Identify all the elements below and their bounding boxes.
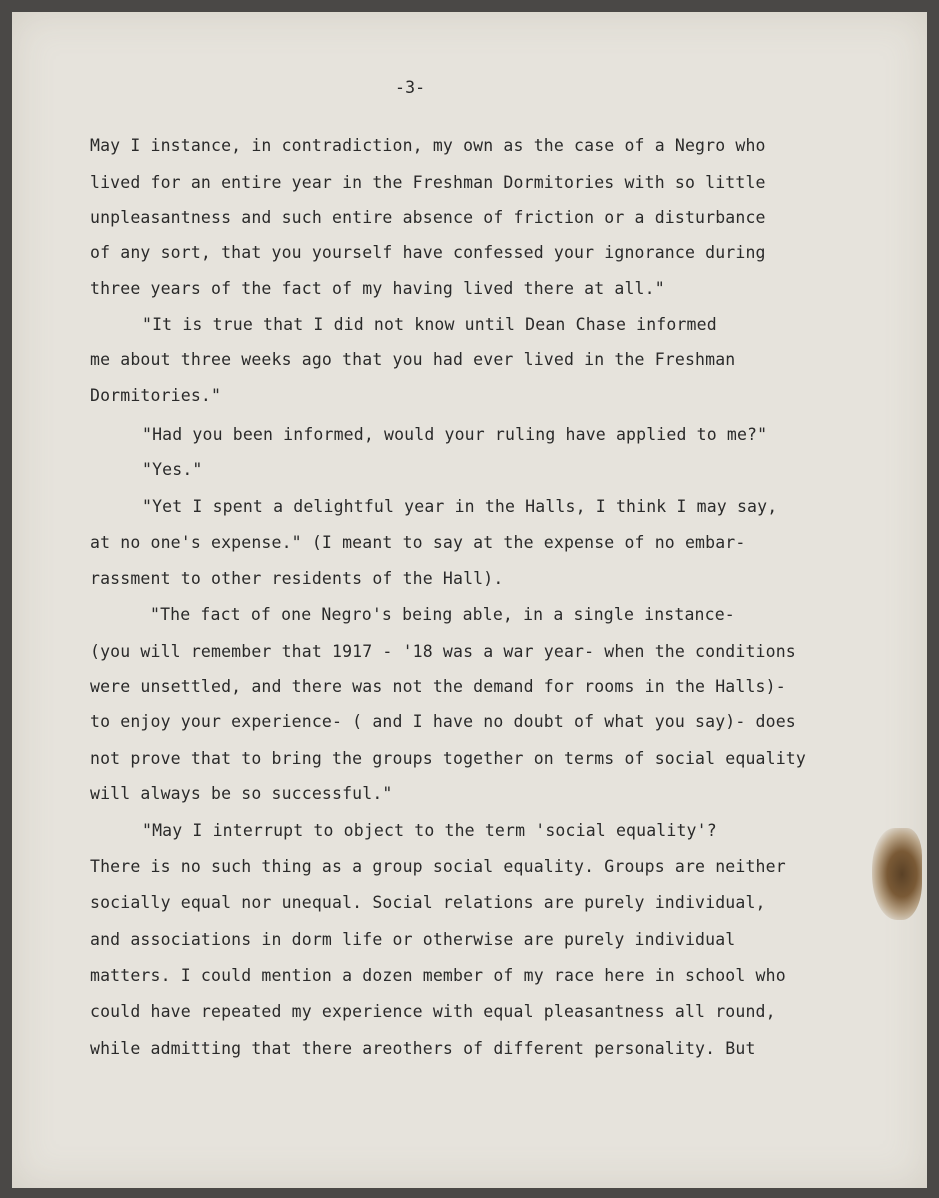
text-line: unpleasantness and such entire absence of friction or a disturbance (90, 208, 766, 227)
text-line: three years of the fact of my having lived there at all." (90, 279, 665, 298)
text-line: me about three weeks ago that you had ever lived in the Freshman (90, 350, 736, 369)
text-line: at no one's expense." (I meant to say at the expense of no embar- (90, 533, 746, 552)
text-line: "Had you been informed, would your ruling have applied to me?" (142, 425, 768, 444)
text-line: not prove that to bring the groups together on terms of social equality (90, 749, 806, 768)
text-line: while admitting that there areothers of different personality. But (90, 1039, 756, 1058)
text-line: There is no such thing as a group social equality. Groups are neither (90, 857, 786, 876)
text-line: to enjoy your experience- ( and I have no doubt of what you say)- does (90, 712, 796, 731)
text-line: "Yet I spent a delightful year in the Halls, I think I may say, (142, 497, 778, 516)
text-line: will always be so successful." (90, 784, 393, 803)
text-line: "It is true that I did not know until Dean Chase informed (142, 315, 717, 334)
text-line: of any sort, that you yourself have confessed your ignorance during (90, 243, 766, 262)
text-line: "Yes." (142, 460, 203, 479)
water-stain (872, 828, 922, 920)
page-number: -3- (395, 78, 426, 97)
text-line: were unsettled, and there was not the demand for rooms in the Halls)- (90, 677, 786, 696)
text-line: Dormitories." (90, 386, 222, 405)
text-line: "The fact of one Negro's being able, in a single instance- (150, 605, 735, 624)
text-line: matters. I could mention a dozen member of my race here in school who (90, 966, 786, 985)
text-line: "May I interrupt to object to the term 'social equality'? (142, 821, 717, 840)
text-line: (you will remember that 1917 - '18 was a war year- when the conditions (90, 642, 796, 661)
text-line: lived for an entire year in the Freshman Dormitories with so little (90, 173, 766, 192)
text-line: rassment to other residents of the Hall). (90, 569, 504, 588)
text-line: and associations in dorm life or otherwise are purely individual (90, 930, 736, 949)
text-line: May I instance, in contradiction, my own as the case of a Negro who (90, 136, 766, 155)
text-line: could have repeated my experience with equal pleasantness all round, (90, 1002, 776, 1021)
text-line: socially equal nor unequal. Social relations are purely individual, (90, 893, 766, 912)
